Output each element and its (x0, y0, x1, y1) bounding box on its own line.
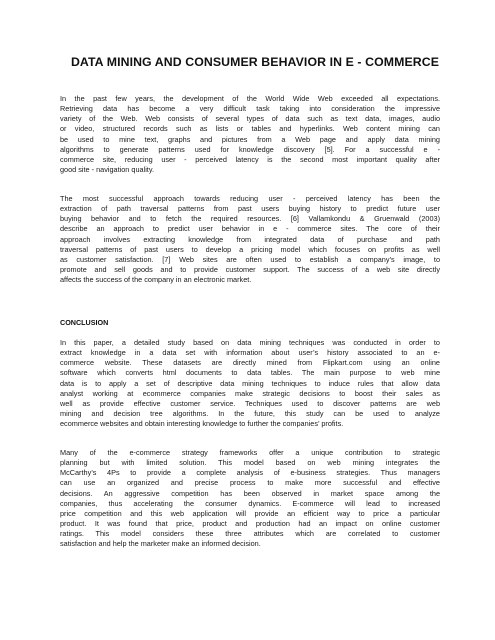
paragraph-line: promote and sell goods and to provide customer support. The success of a web site directly (60, 265, 440, 275)
paragraph-line: satisfaction and help the marketer make an informed decision. (60, 539, 261, 549)
paragraph-line: can use an organized and precise process to make more successful and effective (60, 478, 440, 488)
paragraph-line: product. It was found that price, product and production had an impact on online customer (60, 519, 440, 529)
paragraph-line: price competition and this web application will provide an efficient way to price a particular (60, 508, 440, 518)
paragraph-line: McCarthy’s 4Ps to provide a complete analysis of e-business strategies. Thus managers (60, 468, 440, 478)
paragraph-line: analyst working at ecommerce companies make strategic decisions to boost their sales as (60, 388, 440, 398)
paragraph-line: variety of the Web. Web consists of several types of data such as text data, images, audio (60, 114, 440, 124)
paragraph-line: commerce site, reducing user - perceived latency is the second most important quality after (60, 154, 440, 164)
paragraph-line: algorithms to generate patterns used for knowledge discovery [5]. For a successful e - (60, 144, 440, 154)
paragraph-line: ecommerce websites and obtain interesting knowledge to further the companies’ profits. (60, 419, 344, 429)
paragraph-strategy (60, 448, 440, 550)
paragraph-line: approach involves extracting knowledge from integrated data of purchase and path (60, 234, 440, 244)
paragraph-line: Many of the e-commerce strategy frameworks offer a unique contribution to strategic (60, 448, 440, 457)
paragraph-intro (60, 94, 440, 175)
paragraph-line: good site - navigation quality. (60, 165, 154, 175)
paragraph-line: The most successful approach towards reducing user - perceived latency has been the (60, 194, 440, 203)
paragraph-conclusion (60, 338, 440, 429)
document-title: DATA MINING AND CONSUMER BEHAVIOR IN E - COMMERCE (70, 55, 440, 69)
paragraph-line: Retrieving data has become a very difficult task taking into consideration the impressive (60, 104, 440, 114)
paragraph-line: ratings. This model considers these three attributes which are correlated to customer (60, 529, 440, 539)
paragraph-line: planning but with limited solution. This model based on web mining integrates the (60, 458, 440, 468)
paragraph-line: well as provide effective customer service. Techniques used to discover patterns are web (60, 398, 440, 408)
paragraph-line: In the past few years, the development of the World Wide Web exceeded all expectations. (60, 94, 440, 103)
paragraph-line: commerce website. These datasets are directly mined from Flipkart.com using an online (60, 358, 440, 368)
paragraph-line: extract knowledge in a data set with information about user’s history associated to an e- (60, 348, 440, 358)
paragraph-line: decisions. An aggressive competition has been observed in market space among the (60, 488, 440, 498)
paragraph-line: companies, thus accelerating the consumer dynamics. E-commerce will lead to increased (60, 498, 440, 508)
section-heading-conclusion: CONCLUSION (60, 318, 109, 327)
paragraph-line: data is to apply a set of descriptive data mining techniques to induce rules that allow data (60, 378, 440, 388)
paragraph-latency (60, 194, 440, 285)
paragraph-line: describe an approach to predict user behavior in e - commerce sites. The core of their (60, 224, 440, 234)
paragraph-line: extraction of path traversal patterns from past users buying history to predict future user (60, 204, 440, 214)
paragraph-line: mining and decision tree algorithms. In the future, this study can be used to analyze (60, 409, 440, 419)
paragraph-line: software which converts html documents to data tables. The main purpose to web mine (60, 368, 440, 378)
paragraph-line: In this paper, a detailed study based on data mining techniques was conducted in order to (60, 338, 440, 347)
paragraph-line: as customer satisfaction. [7] Web sites are often used to establish a company’s image, to (60, 254, 440, 264)
paragraph-line: be used to mine text, graphs and pictures from a Web page and apply data mining (60, 134, 440, 144)
paragraph-line: traversal patterns of past users to develop a pricing model which focuses on profits as well (60, 244, 440, 254)
paragraph-line: buying behavior and to fetch the required resources. [6] Vallamkondu & Gruenwald (2003) (60, 214, 440, 224)
paragraph-line: or video, structured records such as lists or tables and hyperlinks. Web content mining can (60, 124, 440, 134)
paragraph-line: affects the success of the company in an electronic market. (60, 275, 252, 285)
